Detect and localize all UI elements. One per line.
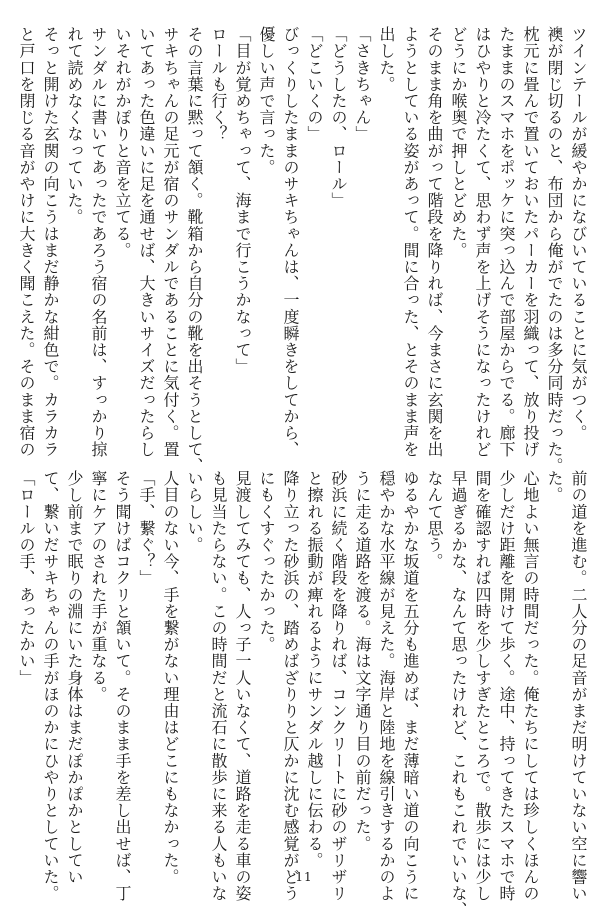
text-line: た。 xyxy=(545,470,564,504)
text-line: も見当たらない。この時間だと流石に散歩に来る人もいな xyxy=(209,470,228,902)
text-line: 前の道を進む。二人分の足音がまだ明けていない空に響い xyxy=(569,470,588,902)
text-line: 心地よい無言の時間だった。俺たちにしては珍しくほんの xyxy=(521,470,540,902)
text-line: 降り立った砂浜の、踏めばざりりと仄かに沈む感覚がどう xyxy=(281,470,300,902)
text-line: 穏やかな水平線が見えた。海岸と陸地を線引きするかのよ xyxy=(377,470,396,902)
text-line: と擦れる振動が痺れるようにサンダル越しに伝わる。 xyxy=(305,470,324,869)
text-line: はひやりと冷たくて、思わず声を上げそうになったけれど xyxy=(473,26,492,458)
text-line: どうにか喉奥で押しとどめた。 xyxy=(449,26,468,259)
text-line: ゆるやかな坂道を五分も進めば、まだ薄暗い道の向こうに xyxy=(401,470,420,902)
text-line: 早過ぎるかな、なんて思ったけれど、これもこれでいいな、 xyxy=(449,470,468,918)
text-line: なんて思う。 xyxy=(425,470,444,570)
text-line: と戸口を閉じる音がやけに大きく聞こえた。そのまま宿の xyxy=(17,26,36,458)
text-line: ツインテールが緩やかになびいていることに気がつく。 xyxy=(569,26,588,441)
text-line: いてあった色違いに足を通せば、大きいサイズだったらし xyxy=(137,26,156,458)
text-line: うに走る道路を渡る。海は文字通り目の前だった。 xyxy=(353,470,372,852)
text-line: 「どこいくの」 xyxy=(305,26,324,143)
text-line: 少し前まで眠りの淵にいた身体はまだぽかぽかとしてい xyxy=(65,470,84,885)
text-line: 「手、繋ぐ？」 xyxy=(137,470,156,587)
text-line: 襖が閉じ切るのと、布団から俺がでたのは多分同時だった。 xyxy=(545,26,564,475)
text-line: たままのスマホをポッケに突っ込んで部屋からでる。廊下 xyxy=(497,26,516,458)
text-line: 優しい声で言った。 xyxy=(257,26,276,176)
text-line: て、繋いだサキちゃんの手がほのかにひやりとしていた。 xyxy=(41,470,60,902)
page-number: 11 xyxy=(295,870,313,884)
text-line: 出した。 xyxy=(377,26,396,93)
text-line: 枕元に畳んで置いておいたパーカーを羽織って、放り投げ xyxy=(521,26,540,458)
text-line: れて読めなくなっていた。 xyxy=(65,26,84,226)
text-line: サキちゃんの足元が宿のサンダルであることに気付く。置 xyxy=(161,26,180,458)
text-line: 「目が覚めちゃって、海まで行こうかなって」 xyxy=(233,26,252,375)
text-line: そっと開けた玄関の向こうはまだ静かな紺色で。カラカラ xyxy=(41,26,60,458)
text-line: ロールも行く？ xyxy=(209,26,228,143)
text-line: そのまま角を曲がって階段を降りれば、今まさに玄関を出 xyxy=(425,26,444,458)
text-line: サンダルに書いてあったであろう宿の名前は、すっかり掠 xyxy=(89,26,108,458)
text-line: 人目のない今、手を繋がない理由はどこにもなかった。 xyxy=(161,470,180,885)
text-line: びっくりしたままのサキちゃんは、一度瞬きをしてから、 xyxy=(281,26,300,458)
text-line: その言葉に黙って頷く。靴箱から自分の靴を出そうとして、 xyxy=(185,26,204,475)
text-line: 間を確認すれば四時を少しすぎたところで。散歩には少し xyxy=(473,470,492,902)
text-line: 見渡してみても、人っ子一人いなくて、道路を走る車の姿 xyxy=(233,470,252,902)
text-line: 寧にケアのされた手が重なる。 xyxy=(89,470,108,703)
text-line: 「どうしたの、ロール」 xyxy=(329,26,348,209)
text-line: 「ロールの手、あったかい」 xyxy=(17,470,36,686)
text-block-top xyxy=(14,26,590,475)
text-line: 「さきちゃん」 xyxy=(353,26,372,143)
text-line: 少しだけ距離を開けて歩く。途中、持ってきたスマホで時 xyxy=(497,470,516,902)
text-line: 砂浜に続く階段を降りれば、コンクリートに砂のザリザリ xyxy=(329,470,348,902)
text-line: ようとしている姿があって。間に合った、とそのまま声を xyxy=(401,26,420,458)
text-line: いそれがかぽりと音を立てる。 xyxy=(113,26,132,259)
text-line: にもくすぐったかった。 xyxy=(257,470,276,653)
text-line: そう聞けばコクリと頷いて。そのまま手を差し出せば、丁 xyxy=(113,470,132,902)
text-line: いらしい。 xyxy=(185,470,204,553)
